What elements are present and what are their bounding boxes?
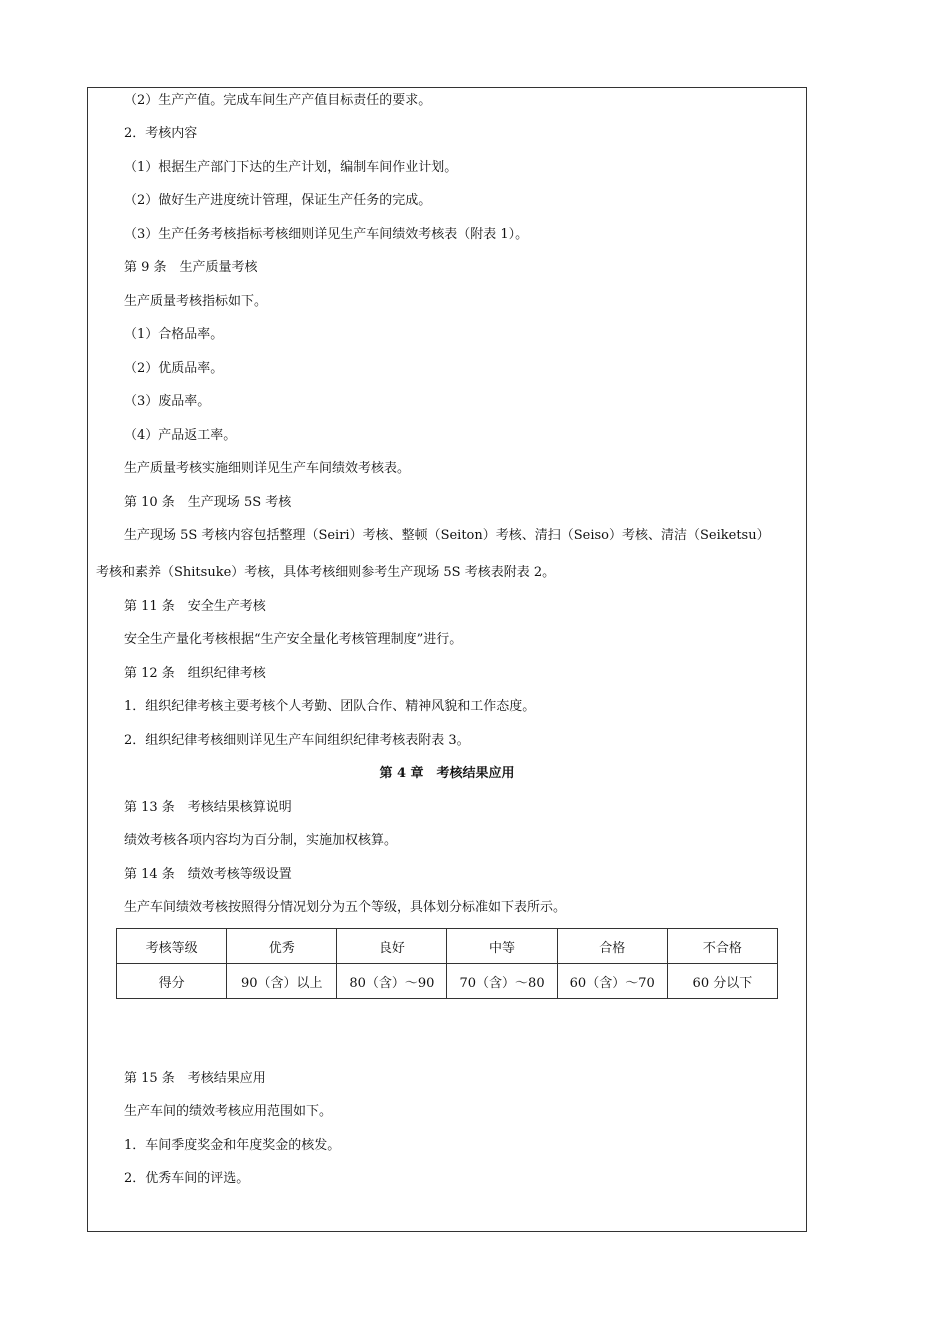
table-cell: 优秀 <box>227 929 337 964</box>
paragraph: 生产质量考核实施细则详见生产车间绩效考核表。 <box>124 461 411 476</box>
article-heading: 第 15 条 考核结果应用 <box>124 1071 266 1086</box>
table-cell: 考核等级 <box>117 929 227 964</box>
list-item: （3）废品率。 <box>124 394 211 409</box>
table-cell: 不合格 <box>667 929 777 964</box>
article-heading: 第 11 条 安全生产考核 <box>124 599 266 614</box>
table-cell: 60 分以下 <box>667 964 777 999</box>
table-cell: 良好 <box>337 929 447 964</box>
list-item: （4）产品返工率。 <box>124 428 237 443</box>
paragraph: 安全生产量化考核根据“生产安全量化考核管理制度”进行。 <box>124 632 463 647</box>
table-row <box>117 964 778 999</box>
paragraph: 生产车间绩效考核按照得分情况划分为五个等级，具体划分标准如下表所示。 <box>124 900 567 915</box>
table-cell: 90（含）以上 <box>227 964 337 999</box>
table-cell: 合格 <box>557 929 667 964</box>
list-item: 1．车间季度奖金和年度奖金的核发。 <box>124 1138 341 1153</box>
list-item: （1）合格品率。 <box>124 327 224 342</box>
list-item: （2）做好生产进度统计管理，保证生产任务的完成。 <box>124 193 432 208</box>
table-header-row <box>117 929 778 964</box>
paragraph-continuation: 考核和素养（Shitsuke）考核，具体考核细则参考生产现场 5S 考核表附表 2。 <box>96 565 556 580</box>
article-heading: 第 14 条 绩效考核等级设置 <box>124 867 292 882</box>
table-cell: 80（含）～90 <box>337 964 447 999</box>
table-cell: 70（含）～80 <box>447 964 557 999</box>
table-cell: 中等 <box>447 929 557 964</box>
list-item: 1．组织纪律考核主要考核个人考勤、团队合作、精神风貌和工作态度。 <box>124 699 536 714</box>
article-heading: 第 12 条 组织纪律考核 <box>124 666 266 681</box>
article-heading: 第 13 条 考核结果核算说明 <box>124 800 292 815</box>
table-cell: 60（含）～70 <box>557 964 667 999</box>
table-cell: 得分 <box>117 964 227 999</box>
list-item: 2．优秀车间的评选。 <box>124 1171 250 1186</box>
paragraph: 绩效考核各项内容均为百分制，实施加权核算。 <box>124 833 398 848</box>
article-heading: 第 10 条 生产现场 5S 考核 <box>124 495 292 510</box>
paragraph: 生产质量考核指标如下。 <box>124 294 268 309</box>
paragraph: （2）生产产值。完成车间生产产值目标责任的要求。 <box>124 93 432 108</box>
list-item: 2．组织纪律考核细则详见生产车间组织纪律考核表附表 3。 <box>124 733 470 748</box>
grade-table <box>116 928 778 999</box>
list-item: （2）优质品率。 <box>124 361 224 376</box>
paragraph: 生产车间的绩效考核应用范围如下。 <box>124 1104 333 1119</box>
paragraph: 生产现场 5S 考核内容包括整理（Seiri）考核、整顿（Seiton）考核、清扫（Seiso）考核、清洁（Seiketsu） <box>124 528 770 543</box>
chapter-heading: 第 4 章 考核结果应用 <box>379 766 515 781</box>
article-heading: 第 9 条 生产质量考核 <box>124 260 258 275</box>
list-item: （1）根据生产部门下达的生产计划，编制车间作业计划。 <box>124 160 458 175</box>
section-heading: 2．考核内容 <box>124 126 198 141</box>
list-item: （3）生产任务考核指标考核细则详见生产车间绩效考核表（附表 1）。 <box>124 227 529 242</box>
